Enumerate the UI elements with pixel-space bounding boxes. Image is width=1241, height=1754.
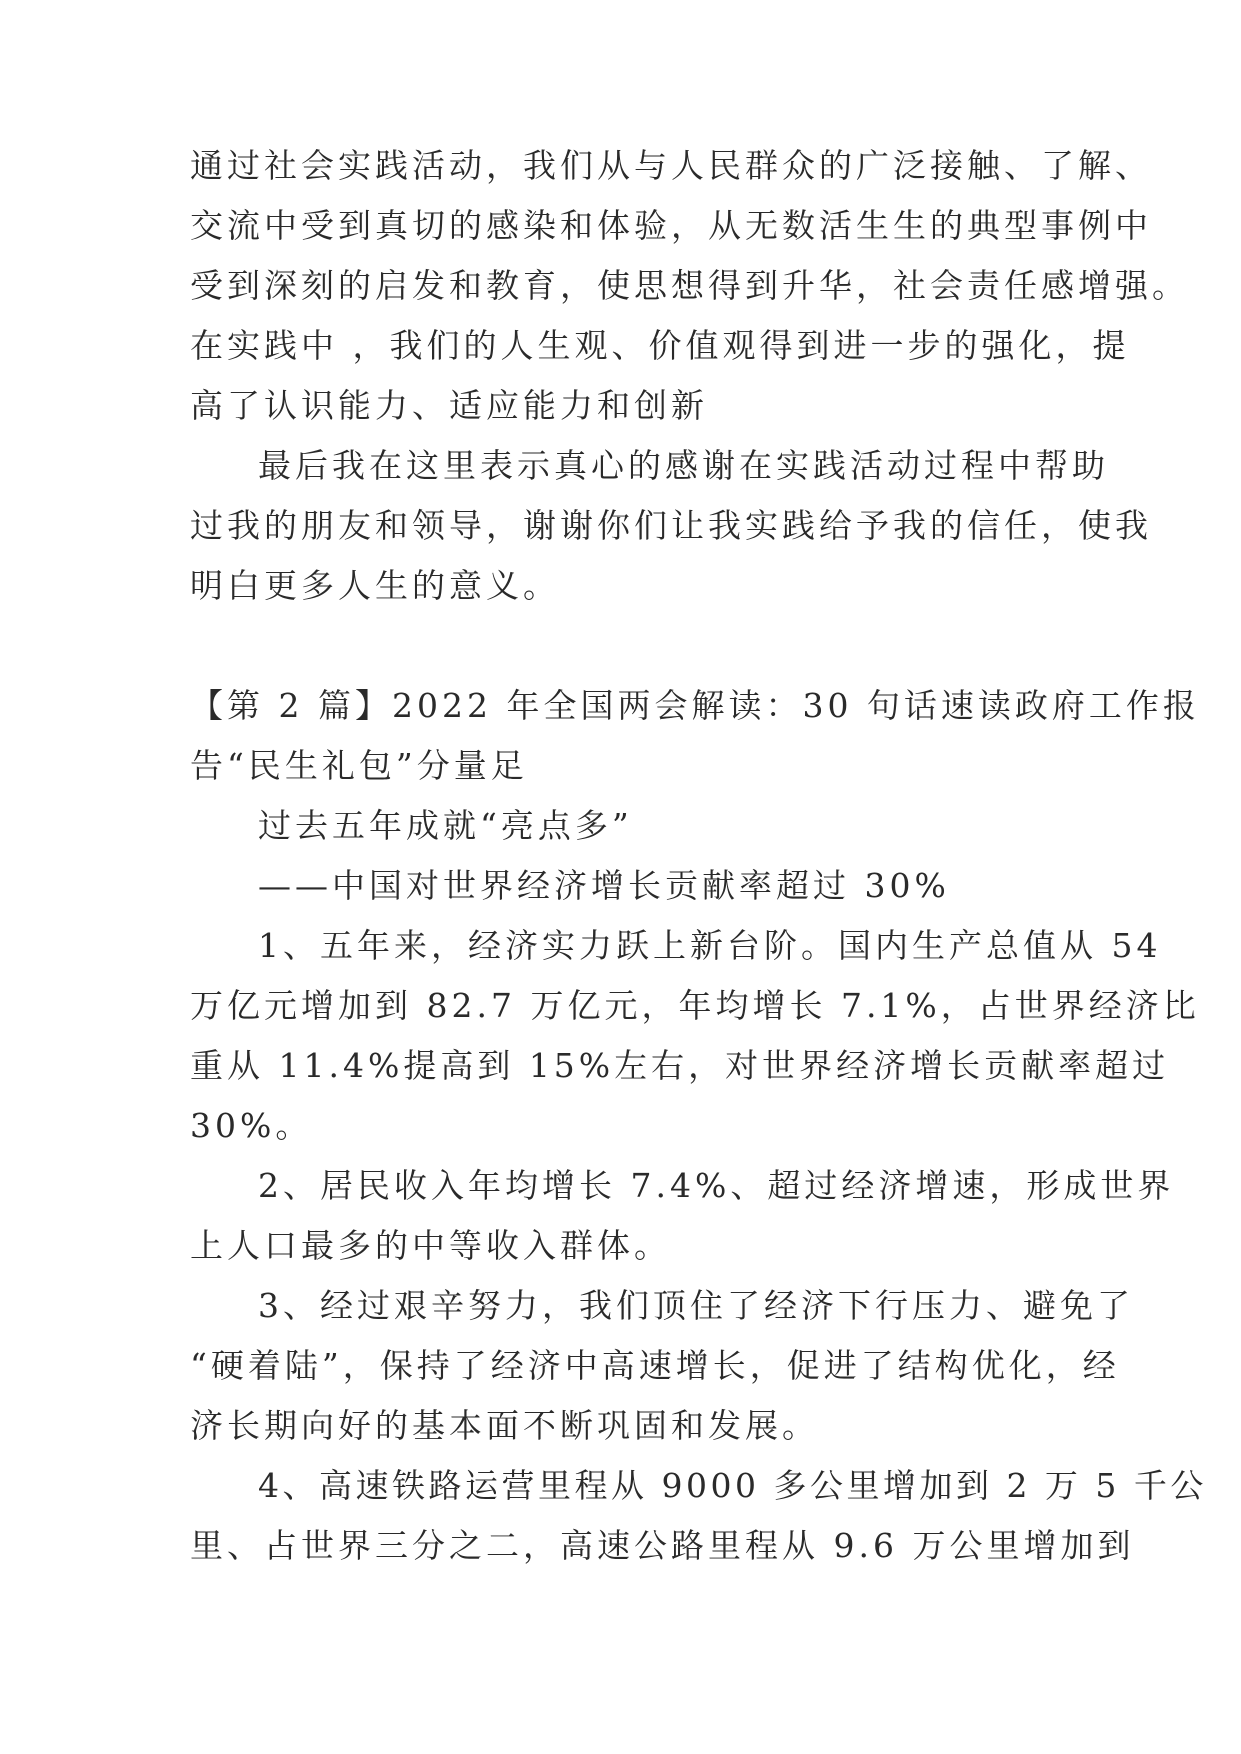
text-line: 上人口最多的中等收入群体。 (190, 1226, 671, 1265)
text-line: 重从 11.4%提高到 15%左右，对世界经济增长贡献率超过 (190, 1046, 1170, 1085)
text-line: 万亿元增加到 82.7 万亿元，年均增长 7.1%，占世界经济比 (190, 986, 1200, 1025)
text-line: 最后我在这里表示真心的感谢在实践活动过程中帮助 (258, 446, 1109, 485)
text-line: 1、五年来，经济实力跃上新台阶。国内生产总值从 54 (258, 926, 1162, 965)
title-line: 【第 2 篇】2022 年全国两会解读：30 句话速读政府工作报 (190, 686, 1200, 725)
text-line: 通过社会实践活动，我们从与人民群众的广泛接触、了解、 (190, 146, 1152, 185)
section-subheading: ——中国对世界经济增长贡献率超过 30% (258, 866, 950, 905)
text-line: 受到深刻的启发和教育，使思想得到升华，社会责任感增强。 (190, 266, 1189, 305)
text-line: 里、占世界三分之二，高速公路里程从 9.6 万公里增加到 (190, 1526, 1135, 1565)
title-line: 告“民生礼包”分量足 (190, 746, 528, 785)
text-line: 在实践中 ，我们的人生观、价值观得到进一步的强化，提 (190, 326, 1130, 365)
section-heading: 过去五年成就“亮点多” (258, 806, 633, 845)
text-line: 3、经过艰辛努力，我们顶住了经济下行压力、避免了 (258, 1286, 1134, 1325)
text-line: 过我的朋友和领导，谢谢你们让我实践给予我的信任，使我 (190, 506, 1152, 545)
text-line: 交流中受到真切的感染和体验，从无数活生生的典型事例中 (190, 206, 1152, 245)
text-line: 4、高速铁路运营里程从 9000 多公里增加到 2 万 5 千公 (258, 1466, 1207, 1505)
text-line: 高了认识能力、适应能力和创新 (190, 386, 708, 425)
text-line: 2、居民收入年均增长 7.4%、超过经济增速，形成世界 (258, 1166, 1175, 1205)
text-line: 30%。 (190, 1106, 313, 1145)
text-line: “硬着陆”，保持了经济中高速增长，促进了结构优化，经 (190, 1346, 1120, 1385)
text-line: 济长期向好的基本面不断巩固和发展。 (190, 1406, 819, 1445)
text-line: 明白更多人生的意义。 (190, 566, 560, 605)
